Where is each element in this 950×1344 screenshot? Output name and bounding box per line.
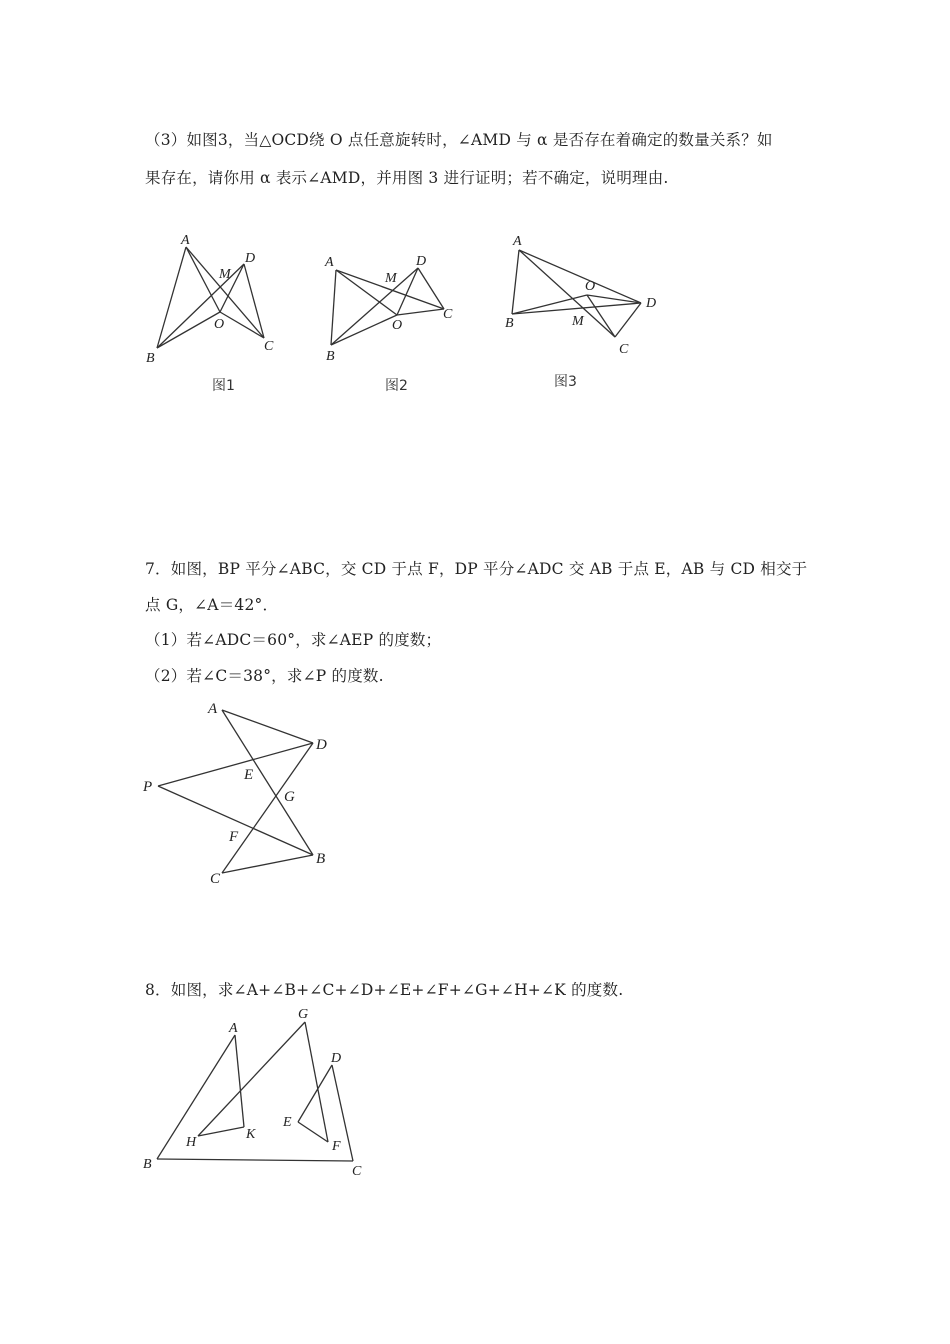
q7-part1: （1）若∠ADC＝60°，求∠AEP 的度数；: [145, 631, 442, 649]
figure-2-caption: 图2: [385, 378, 408, 394]
q8-label-F: F: [332, 1139, 341, 1154]
fig1-label-C: C: [264, 339, 274, 354]
q8-line1: 8．如图，求∠A+∠B+∠C+∠D+∠E+∠F+∠G+∠H+∠K 的度数.: [145, 981, 624, 999]
fig1-label-O: O: [214, 317, 225, 332]
figure-3-caption: 图3: [554, 374, 577, 390]
fig2-label-M: M: [385, 271, 397, 286]
q6-part3-line1: （3）如图3，当△OCD绕 O 点任意旋转时，∠AMD 与 α 是否存在着确定的数量关系？如: [145, 131, 773, 149]
fig2-label-D: D: [416, 254, 427, 269]
fig3-label-B: B: [505, 316, 514, 331]
fig3-label-O: O: [585, 279, 596, 294]
fig3-label-D: D: [646, 296, 657, 311]
q7-line1: 7．如图，BP 平分∠ABC，交 CD 于点 F，DP 平分∠ADC 交 AB 于点 E，AB 与 CD 相交于: [145, 560, 808, 578]
fig2-label-O: O: [392, 318, 403, 333]
q8-label-C: C: [352, 1164, 362, 1179]
fig3-label-A: A: [513, 234, 522, 249]
fig1-label-B: B: [146, 351, 155, 366]
q7-label-P: P: [143, 779, 153, 795]
q7-label-G: G: [284, 789, 295, 805]
q8-label-E: E: [283, 1115, 292, 1130]
q7-label-D: D: [316, 737, 327, 753]
q8-label-A: A: [229, 1021, 238, 1036]
q8-label-D: D: [331, 1051, 342, 1066]
q7-line2: 点 G，∠A＝42°．: [145, 596, 279, 614]
q7-label-F: F: [229, 829, 239, 845]
fig1-label-M: M: [219, 267, 231, 282]
fig3-label-C: C: [619, 342, 629, 357]
q7-label-C: C: [210, 871, 221, 887]
q8-label-B: B: [143, 1157, 152, 1172]
q8-label-G: G: [298, 1007, 309, 1022]
fig2-label-B: B: [326, 349, 335, 364]
q8-label-H: H: [186, 1135, 197, 1150]
fig1-label-A: A: [181, 233, 190, 248]
q7-label-A: A: [208, 701, 218, 717]
figure-1-caption: 图1: [212, 378, 235, 394]
q8-label-K: K: [246, 1127, 256, 1142]
fig1-label-D: D: [245, 251, 256, 266]
q7-label-B: B: [316, 851, 326, 867]
fig2-label-C: C: [443, 307, 453, 322]
q6-part3-line2: 果存在，请你用 α 表示∠AMD，并用图 3 进行证明；若不确定，说明理由.: [145, 169, 669, 187]
q7-part2: （2）若∠C＝38°，求∠P 的度数.: [145, 667, 384, 685]
fig2-label-A: A: [325, 255, 334, 270]
fig3-label-M: M: [572, 314, 584, 329]
q7-label-E: E: [244, 767, 254, 783]
